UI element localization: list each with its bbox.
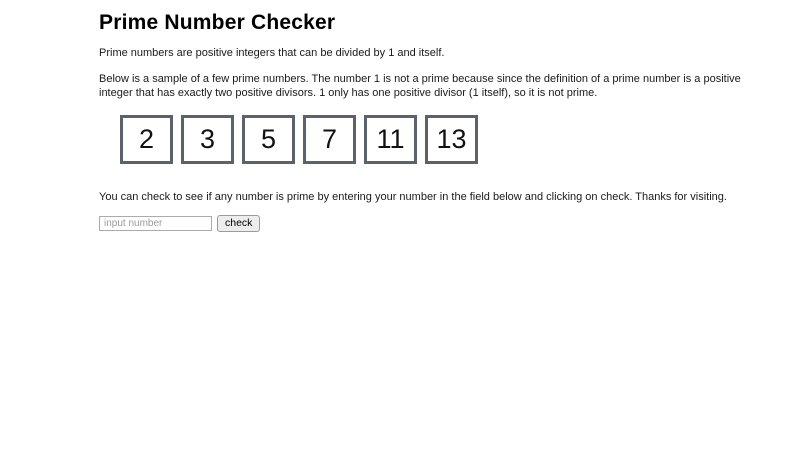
prime-value: 7 bbox=[321, 124, 338, 155]
checker-form bbox=[99, 215, 749, 232]
prime-value: 13 bbox=[436, 124, 467, 155]
prime-box bbox=[425, 115, 478, 164]
prime-box bbox=[181, 115, 234, 164]
instructions-text: You can check to see if any number is prime by entering your number in the field below and clicking on check. Thanks for visiting. bbox=[99, 191, 727, 204]
prime-box bbox=[120, 115, 173, 164]
prime-box bbox=[364, 115, 417, 164]
prime-value: 5 bbox=[260, 124, 277, 155]
prime-box bbox=[303, 115, 356, 164]
prime-value: 3 bbox=[199, 124, 216, 155]
prime-box bbox=[242, 115, 295, 164]
prime-value: 2 bbox=[138, 124, 155, 155]
definition-text: Below is a sample of a few prime numbers. The number 1 is not a prime because since the definition of a prime number is a positive integer that has exactly two positive divisors. 1 only has one positive divisor (1 itself), so it is not prime. bbox=[99, 72, 741, 99]
check-button[interactable]: check bbox=[217, 215, 260, 232]
page-title: Prime Number Checker bbox=[99, 11, 336, 34]
page-content bbox=[99, 11, 749, 232]
number-input[interactable] bbox=[99, 216, 212, 231]
prime-value: 11 bbox=[376, 124, 405, 155]
prime-samples-row bbox=[99, 115, 749, 164]
intro-text: Prime numbers are positive integers that can be divided by 1 and itself. bbox=[99, 47, 445, 59]
